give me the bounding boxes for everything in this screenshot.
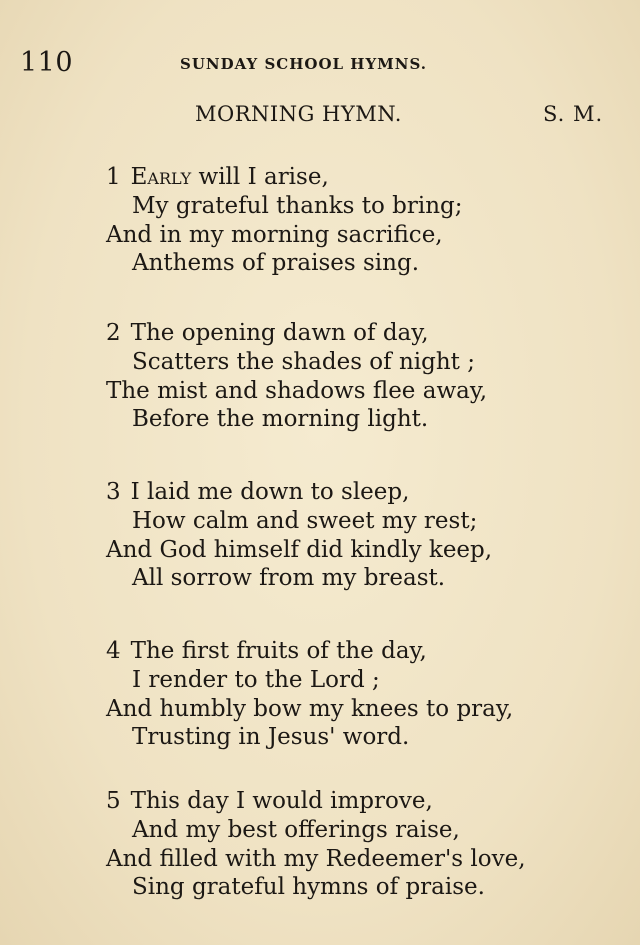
verse-line-text: The first fruits of the day, <box>130 638 427 664</box>
verse-line-text: I laid me down to sleep, <box>130 479 410 505</box>
verse-line: How calm and sweet my rest; <box>132 508 478 534</box>
verse-line: And humbly bow my knees to pray, <box>106 696 514 722</box>
verse-line <box>106 787 433 815</box>
verse-number: 1 <box>106 164 121 190</box>
verse-line <box>106 637 427 665</box>
verse-line: Sing grateful hymns of praise. <box>132 874 485 900</box>
verse-line: And God himself did kindly keep, <box>106 537 493 563</box>
verse-line: And my best offerings raise, <box>132 817 460 843</box>
verse-line: All sorrow from my breast. <box>132 565 446 591</box>
verse-number: 4 <box>106 638 121 664</box>
verse-number: 2 <box>106 320 121 346</box>
verse-line: The mist and shadows flee away, <box>106 378 488 404</box>
verse-line: Before the morning light. <box>132 406 429 432</box>
verse-number: 3 <box>106 479 121 505</box>
verse-line: My grateful thanks to bring; <box>132 193 463 219</box>
verse-line <box>106 319 429 347</box>
verse-line-text: will I arise, <box>191 164 329 190</box>
verse-first-word: Early <box>130 164 192 190</box>
hymn-title: MORNING HYMN. <box>195 102 402 126</box>
verse-line: I render to the Lord ; <box>132 667 380 693</box>
verse-line: Trusting in Jesus' word. <box>132 724 410 750</box>
verse-line: And filled with my Redeemer's love, <box>106 846 526 872</box>
hymn-meter: S. M. <box>543 102 604 126</box>
page-number: 110 <box>20 47 74 78</box>
verse-line-text: The opening dawn of day, <box>130 320 429 346</box>
verse-line: And in my morning sacrifice, <box>106 222 443 248</box>
verse-line: Anthems of praises sing. <box>132 250 420 276</box>
verse-number: 5 <box>106 788 121 814</box>
verse-line <box>106 163 329 191</box>
running-head: SUNDAY SCHOOL HYMNS. <box>180 55 428 73</box>
verse-line-text: This day I would improve, <box>130 788 433 814</box>
verse-line <box>106 478 409 506</box>
verse-line: Scatters the shades of night ; <box>132 349 475 375</box>
